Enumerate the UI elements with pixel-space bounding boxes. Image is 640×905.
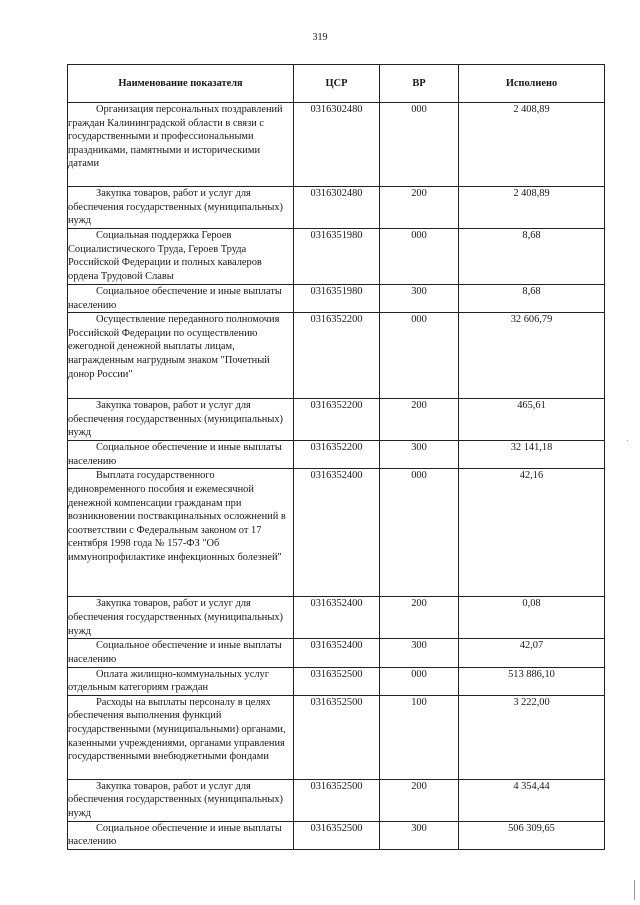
row-vr: 100 [380, 695, 459, 779]
row-vr: 000 [380, 313, 459, 399]
row-vr: 200 [380, 187, 459, 229]
row-executed: 32 141,18 [459, 441, 605, 469]
table-row [68, 667, 605, 695]
row-name: Закупка товаров, работ и услуг для обеспечения государственных (муниципальных) нужд [68, 187, 294, 229]
row-vr: 000 [380, 667, 459, 695]
table-row [68, 695, 605, 779]
row-csr: 0316351980 [294, 229, 380, 285]
row-csr: 0316352400 [294, 597, 380, 639]
table-row [68, 285, 605, 313]
row-executed: 513 886,10 [459, 667, 605, 695]
header-name: Наименование показателя [68, 65, 294, 103]
row-csr: 0316352200 [294, 399, 380, 441]
row-executed: 8,68 [459, 229, 605, 285]
row-executed: 32 606,79 [459, 313, 605, 399]
row-csr: 0316302480 [294, 103, 380, 187]
row-vr: 000 [380, 469, 459, 597]
table-row [68, 821, 605, 849]
row-name: Оплата жилищно-коммунальных услуг отдельным категориям граждан [68, 667, 294, 695]
row-executed: 506 309,65 [459, 821, 605, 849]
row-executed: 2 408,89 [459, 103, 605, 187]
scan-mark [627, 440, 628, 441]
row-executed: 2 408,89 [459, 187, 605, 229]
row-name: Закупка товаров, работ и услуг для обеспечения государственных (муниципальных) нужд [68, 779, 294, 821]
row-vr: 300 [380, 285, 459, 313]
header-csr: ЦСР [294, 65, 380, 103]
row-vr: 200 [380, 779, 459, 821]
row-name: Закупка товаров, работ и услуг для обеспечения государственных (муниципальных) нужд [68, 399, 294, 441]
page-number: 319 [312, 32, 328, 43]
row-executed: 3 222,00 [459, 695, 605, 779]
table-row [68, 187, 605, 229]
row-csr: 0316352500 [294, 667, 380, 695]
row-csr: 0316352200 [294, 313, 380, 399]
row-executed: 42,16 [459, 469, 605, 597]
row-vr: 000 [380, 103, 459, 187]
row-csr: 0316352200 [294, 441, 380, 469]
row-name: Закупка товаров, работ и услуг для обеспечения государственных (муниципальных) нужд [68, 597, 294, 639]
row-executed: 465,61 [459, 399, 605, 441]
row-csr: 0316302480 [294, 187, 380, 229]
row-executed: 42,07 [459, 639, 605, 667]
row-vr: 200 [380, 399, 459, 441]
table-row [68, 399, 605, 441]
row-vr: 300 [380, 821, 459, 849]
row-name: Выплата государственного единовременного пособия и ежемесячной денежной компенсации гражданам при возникновении поствакцинальных осложнений в соответствии с Федеральным законом от 17 сентября 1998 года № 157-ФЗ "Об иммунопрофилактике инфекционных болезней" [68, 469, 294, 597]
header-vr: ВР [380, 65, 459, 103]
row-name: Социальное обеспечение и иные выплаты населению [68, 639, 294, 667]
row-vr: 300 [380, 441, 459, 469]
row-csr: 0316351980 [294, 285, 380, 313]
table-row [68, 103, 605, 187]
row-name: Социальное обеспечение и иные выплаты населению [68, 441, 294, 469]
row-csr: 0316352400 [294, 639, 380, 667]
scan-mark [634, 880, 635, 900]
header-executed: Исполнено [459, 65, 605, 103]
table-row [68, 441, 605, 469]
row-vr: 000 [380, 229, 459, 285]
table-row [68, 469, 605, 597]
header-row [68, 65, 605, 103]
row-executed: 4 354,44 [459, 779, 605, 821]
row-name: Расходы на выплаты персоналу в целях обеспечения выполнения функций государственными (муниципальными) органами, казенными учреждениями, органами управления государственными внебюджетными фондами [68, 695, 294, 779]
row-vr: 200 [380, 597, 459, 639]
row-name: Осуществление переданного полномочия Российской Федерации по осуществлению ежегодной денежной выплаты лицам, награжденным нагрудным знаком "Почетный донор России" [68, 313, 294, 399]
table-row [68, 597, 605, 639]
row-name: Социальная поддержка Героев Социалистического Труда, Героев Труда Российской Федерации и полных кавалеров ордена Трудовой Славы [68, 229, 294, 285]
row-name: Организация персональных поздравлений граждан Калининградской области в связи с государственными и профессиональными праздниками, памятными и историческими датами [68, 103, 294, 187]
table-row [68, 229, 605, 285]
row-csr: 0316352500 [294, 779, 380, 821]
budget-table [67, 64, 605, 850]
table-row [68, 639, 605, 667]
table-row [68, 313, 605, 399]
row-name: Социальное обеспечение и иные выплаты населению [68, 285, 294, 313]
row-vr: 300 [380, 639, 459, 667]
row-name: Социальное обеспечение и иные выплаты населению [68, 821, 294, 849]
row-csr: 0316352500 [294, 695, 380, 779]
row-csr: 0316352500 [294, 821, 380, 849]
row-csr: 0316352400 [294, 469, 380, 597]
row-executed: 0,08 [459, 597, 605, 639]
row-executed: 8,68 [459, 285, 605, 313]
table-row [68, 779, 605, 821]
